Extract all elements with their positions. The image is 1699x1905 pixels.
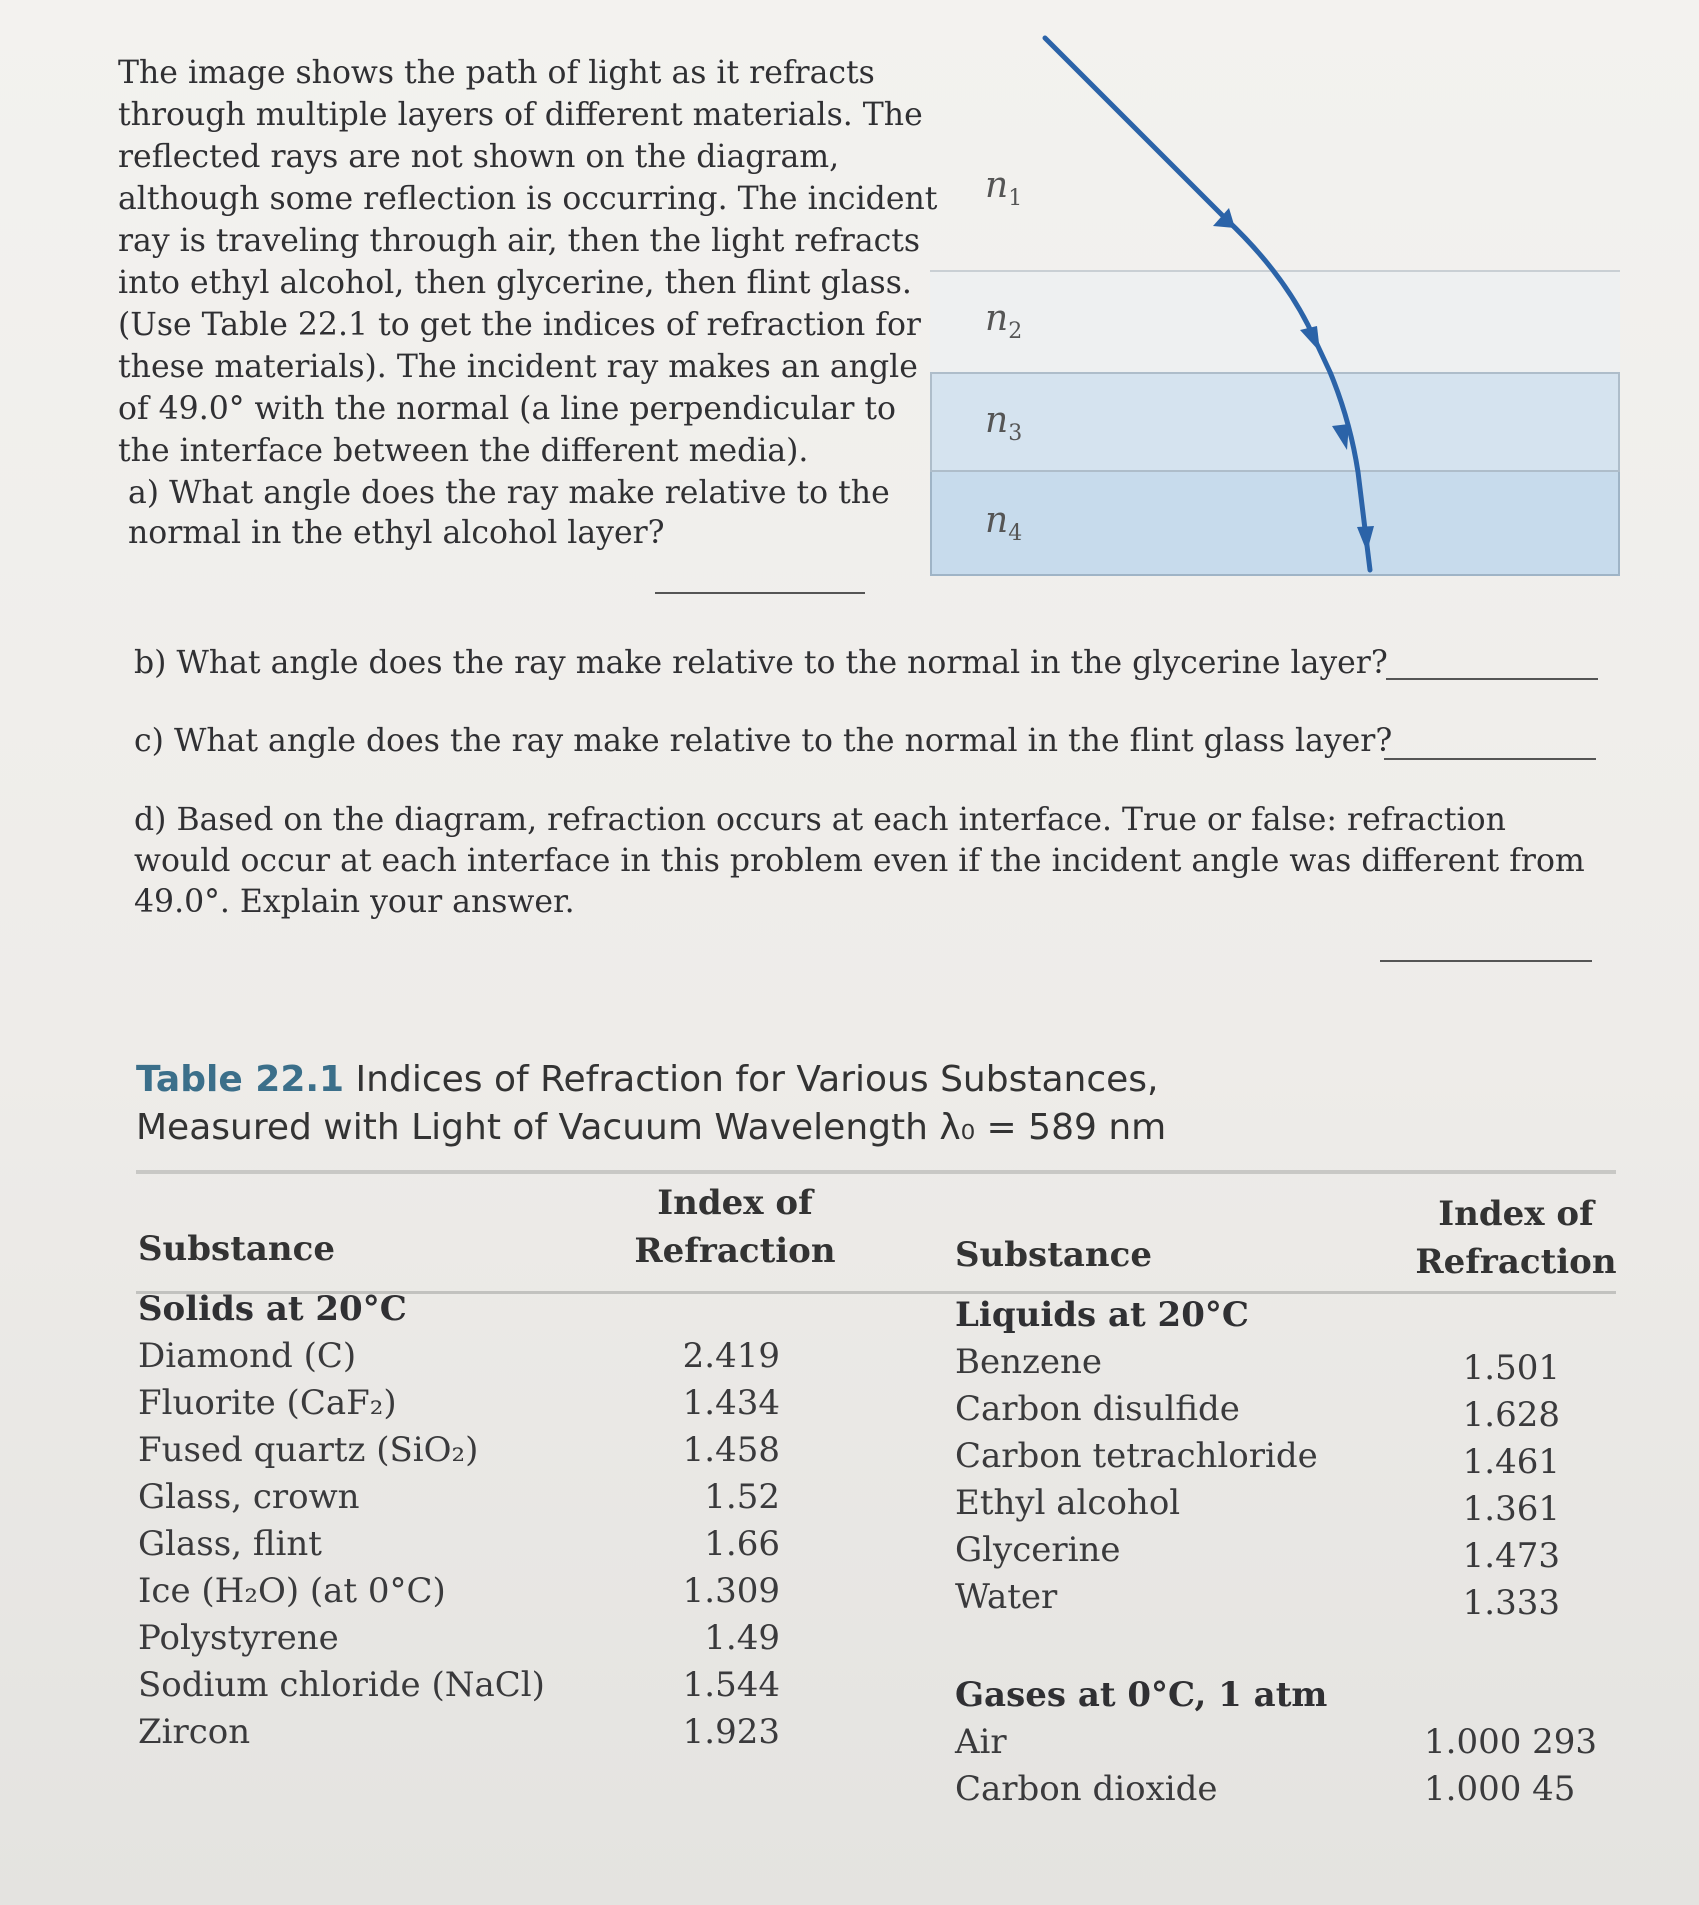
solid-name: Glass, crown (138, 1477, 360, 1517)
answer-blank-d[interactable] (1380, 960, 1592, 962)
solid-value: 1.434 (682, 1383, 780, 1423)
gases-values (1424, 1672, 1624, 1813)
liquids-column (955, 1292, 1375, 1621)
question-b: b) What angle does the ray make relative to the normal in the glycerine layer? (134, 645, 1388, 681)
liquid-name: Water (955, 1577, 1058, 1617)
solid-value: 1.544 (682, 1665, 780, 1705)
solids-column (138, 1286, 578, 1756)
label-n2: $n_2$ (985, 298, 1023, 345)
answer-blank-a[interactable] (655, 592, 865, 594)
ray-arrow-2 (1300, 326, 1320, 352)
gas-value: 1.000 293 (1424, 1722, 1598, 1762)
solid-name: Polystyrene (138, 1618, 339, 1658)
ray-arrow-3 (1332, 424, 1349, 450)
solid-name: Diamond (C) (138, 1336, 357, 1376)
gas-name: Air (955, 1722, 1007, 1762)
answer-blank-c[interactable] (1384, 758, 1596, 760)
liquid-value: 1.361 (1462, 1489, 1560, 1529)
liquid-name: Glycerine (955, 1530, 1121, 1570)
solids-values (640, 1286, 780, 1756)
table-number: Table 22.1 (136, 1059, 345, 1100)
question-c: c) What angle does the ray make relative to the normal in the flint glass layer? (134, 723, 1393, 759)
liquid-value: 1.501 (1462, 1348, 1560, 1388)
solid-value: 1.458 (682, 1430, 780, 1470)
solid-name: Fluorite (CaF₂) (138, 1383, 397, 1423)
liquid-value: 1.628 (1462, 1395, 1560, 1435)
gases-column (955, 1672, 1375, 1813)
table-top-rule (136, 1170, 1616, 1174)
solid-value: 1.66 (704, 1524, 780, 1564)
gas-name: Carbon dioxide (955, 1769, 1218, 1809)
liquid-name: Benzene (955, 1342, 1103, 1382)
liquid-name: Carbon tetrachloride (955, 1436, 1318, 1476)
liquid-name: Carbon disulfide (955, 1389, 1240, 1429)
header-index-right: Index of Refraction (1415, 1194, 1617, 1282)
solid-name: Ice (H₂O) (at 0°C) (138, 1571, 446, 1611)
solid-name: Fused quartz (SiO₂) (138, 1430, 479, 1470)
solids-heading: Solids at 20°C (138, 1289, 407, 1329)
answer-blank-b[interactable] (1386, 678, 1598, 680)
ray-arrow-4 (1357, 526, 1374, 552)
liquids-values (1420, 1298, 1560, 1627)
question-d: d) Based on the diagram, refraction occurs at each interface. True or false: refraction would occur at each interface in this problem even if the incident angle was different from 49.0°. Explain your answer. (134, 802, 1585, 920)
solid-value: 1.923 (682, 1712, 780, 1752)
gas-value: 1.000 45 (1424, 1769, 1576, 1809)
liquid-value: 1.461 (1462, 1442, 1560, 1482)
solid-value: 1.309 (682, 1571, 780, 1611)
liquid-value: 1.333 (1462, 1583, 1560, 1623)
solid-name: Sodium chloride (NaCl) (138, 1665, 545, 1705)
table-subtitle: Measured with Light of Vacuum Wavelength λ₀ = 589 nm (136, 1107, 1167, 1148)
refraction-diagram (930, 30, 1630, 590)
solid-value: 1.49 (704, 1618, 780, 1658)
solid-value: 1.52 (704, 1477, 780, 1517)
label-n1: $n_1$ (985, 165, 1023, 212)
header-substance-left: Substance (138, 1229, 335, 1269)
label-n4: $n_4$ (985, 500, 1023, 547)
header-index-left: Index of Refraction (634, 1183, 836, 1271)
header-substance-right: Substance (955, 1235, 1152, 1275)
gases-heading: Gases at 0°C, 1 atm (955, 1675, 1328, 1715)
solid-name: Zircon (138, 1712, 251, 1752)
question-a: a) What angle does the ray make relative to the normal in the ethyl alcohol layer? (128, 475, 890, 551)
problem-intro: The image shows the path of light as it refracts through multiple layers of different materials. The reflected rays are not shown on the diagram, although some reflection is occurring. The incident ray is traveling through air, then the light refracts into ethyl alcohol, then glycerine, then flint glass. (Use Table 22.1 to get the indices of refraction for these materials). The incident ray makes an angle of 49.0° with the normal (a line perpendicular to the interface between the different media). (118, 55, 938, 469)
light-ray (930, 30, 1630, 590)
liquids-heading: Liquids at 20°C (955, 1295, 1249, 1335)
solid-name: Glass, flint (138, 1524, 322, 1564)
table-title: Table 22.1 Indices of Refraction for Various Substances, Measured with Light of Vacuum Wavelength λ₀ = 589 nm (136, 1056, 1436, 1152)
liquid-name: Ethyl alcohol (955, 1483, 1181, 1523)
solid-value: 2.419 (682, 1336, 780, 1376)
liquid-value: 1.473 (1462, 1536, 1560, 1576)
label-n3: $n_3$ (985, 400, 1023, 447)
